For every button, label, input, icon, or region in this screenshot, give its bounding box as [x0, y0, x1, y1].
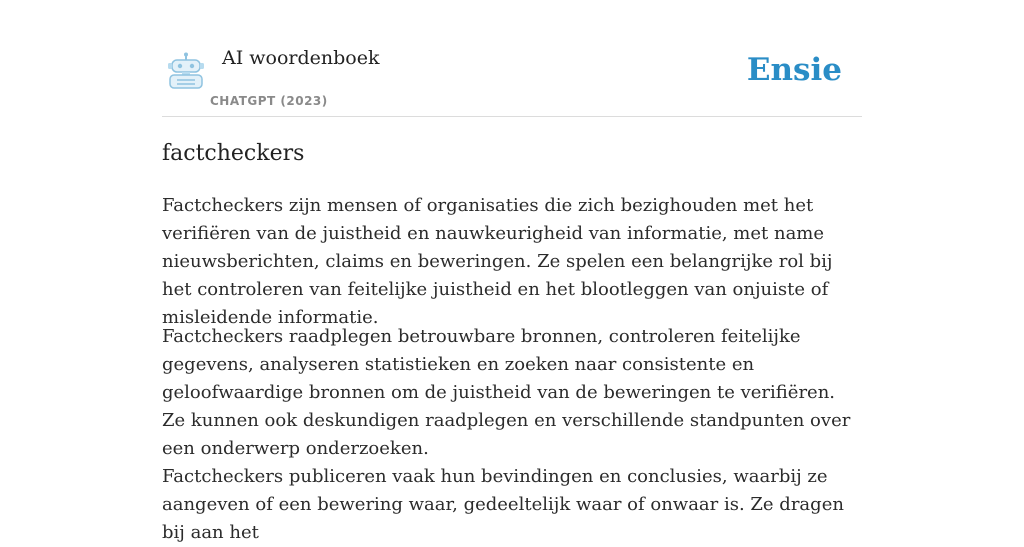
- definition-paragraph-2: Factcheckers raadplegen betrouwbare bronnen, controleren feitelijke gegevens, analyseren statistieken en zoeken naar consistente en geloofwaardige bronnen om de juistheid van de beweringen te verifiëren. Ze kunnen ook deskundigen raadplegen en verschillende standpunten over een onderwerp onderzoeken.: [162, 326, 851, 459]
- definition-paragraph-1: Factcheckers zijn mensen of organisaties die zich bezighouden met het verifiëren van de juistheid en nauwkeurigheid van informatie, met name nieuwsberichten, claims en beweringen. Ze spelen een belangrijke rol bij het controleren van feitelijke juistheid en het blootleggen van onjuiste of misleidende informatie.: [162, 195, 833, 328]
- definition-paragraph-3: Factcheckers publiceren vaak hun bevindingen en conclusies, waarbij ze aangeven of een bewering waar, gedeeltelijk waar of onwaar is. Ze dragen bij aan het: [162, 466, 844, 543]
- dictionary-title[interactable]: AI woordenboek: [222, 47, 380, 69]
- dictionary-source-label: CHATGPT (2023): [210, 94, 328, 108]
- ensie-logo-link[interactable]: Ensie: [746, 52, 842, 88]
- robot-icon: [166, 52, 206, 90]
- entry-term-title: factcheckers: [162, 141, 305, 166]
- dictionary-header: [162, 0, 862, 117]
